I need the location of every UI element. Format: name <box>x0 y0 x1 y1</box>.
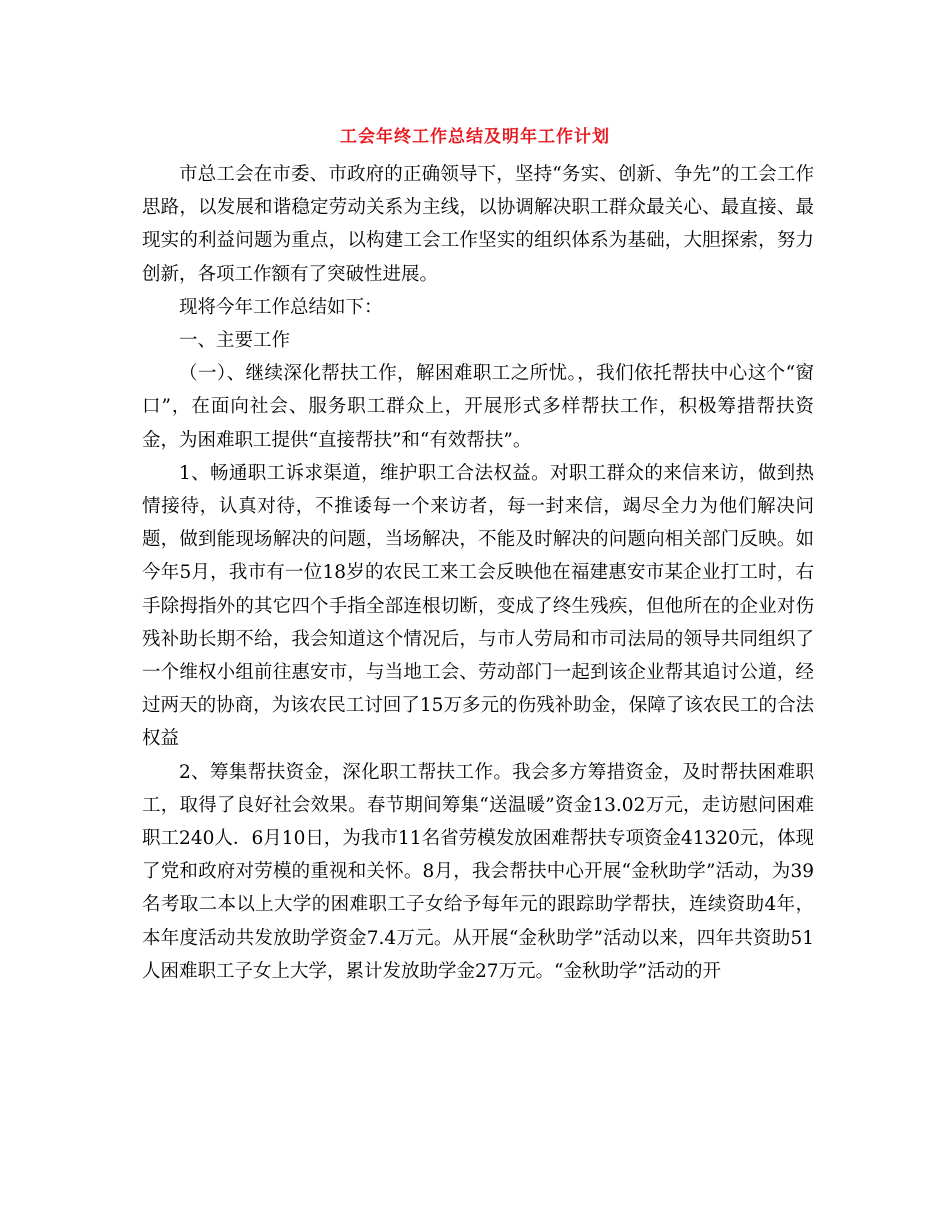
document-body <box>142 158 814 988</box>
paragraph-item-1: 1、畅通职工诉求渠道，维护职工合法权益。对职工群众的来信来访，做到热情接待，认真对待，不推诿每一个来访者，每一封来信，竭尽全力为他们解决问题，做到能现场解决的问题，当场解决，不能及时解决的问题向相关部门反映。如今年5月，我市有一位18岁的农民工来工会反映他在福建惠安市某企业打工时，右手除拇指外的其它四个手指全部连根切断，变成了终生残疾，但他所在的企业对伤残补助长期不给，我会知道这个情况后，与市人劳局和市司法局的领导共同组织了一个维权小组前往惠安市，与当地工会、劳动部门一起到该企业帮其追讨公道，经过两天的协商，为该农民工讨回了15万多元的伤残补助金，保障了该农民工的合法权益 <box>142 462 814 750</box>
paragraph-intro: 市总工会在市委、市政府的正确领导下，坚持“务实、创新、争先”的工会工作思路，以发展和谐稳定劳动关系为主线，以协调解决职工群众最关心、最直接、最现实的利益问题为重点，以构建工会工作坚实的组织体系为基础，大胆探索，努力创新，各项工作额有了突破性进展。 <box>142 164 814 285</box>
section-heading-main-work: 一、主要工作 <box>179 330 291 352</box>
paragraph-subsection-1: （一）、继续深化帮扶工作，解困难职工之所忧。，我们依托帮扶中心这个“窗口”，在面向社会、服务职工群众上，开展形式多样帮扶工作，积极筹措帮扶资金，为困难职工提供“直接帮扶”和“有效帮扶”。 <box>142 363 814 451</box>
paragraph-summary-lead: 现将今年工作总结如下： <box>179 296 383 318</box>
document-title: 工会年终工作总结及明年工作计划 <box>340 127 610 147</box>
paragraph-item-2: 2、筹集帮扶资金，深化职工帮扶工作。我会多方筹措资金，及时帮扶困难职工，取得了良好社会效果。春节期间筹集“送温暖”资金13.02万元，走访慰问困难职工240人．6月10日，为我市11名省劳模发放困难帮扶专项资金41320元，体现了党和政府对劳模的重视和关怀。8月，我会帮扶中心开展“金秋助学”活动，为39名考取二本以上大学的困难职工子女给予每年元的跟踪助学帮扶，连续资助4年，本年度活动共发放助学资金7.4万元。从开展“金秋助学”活动以来，四年共资助51人困难职工子女上大学，累计发放助学金27万元。“金秋助学”活动的开 <box>142 761 814 982</box>
